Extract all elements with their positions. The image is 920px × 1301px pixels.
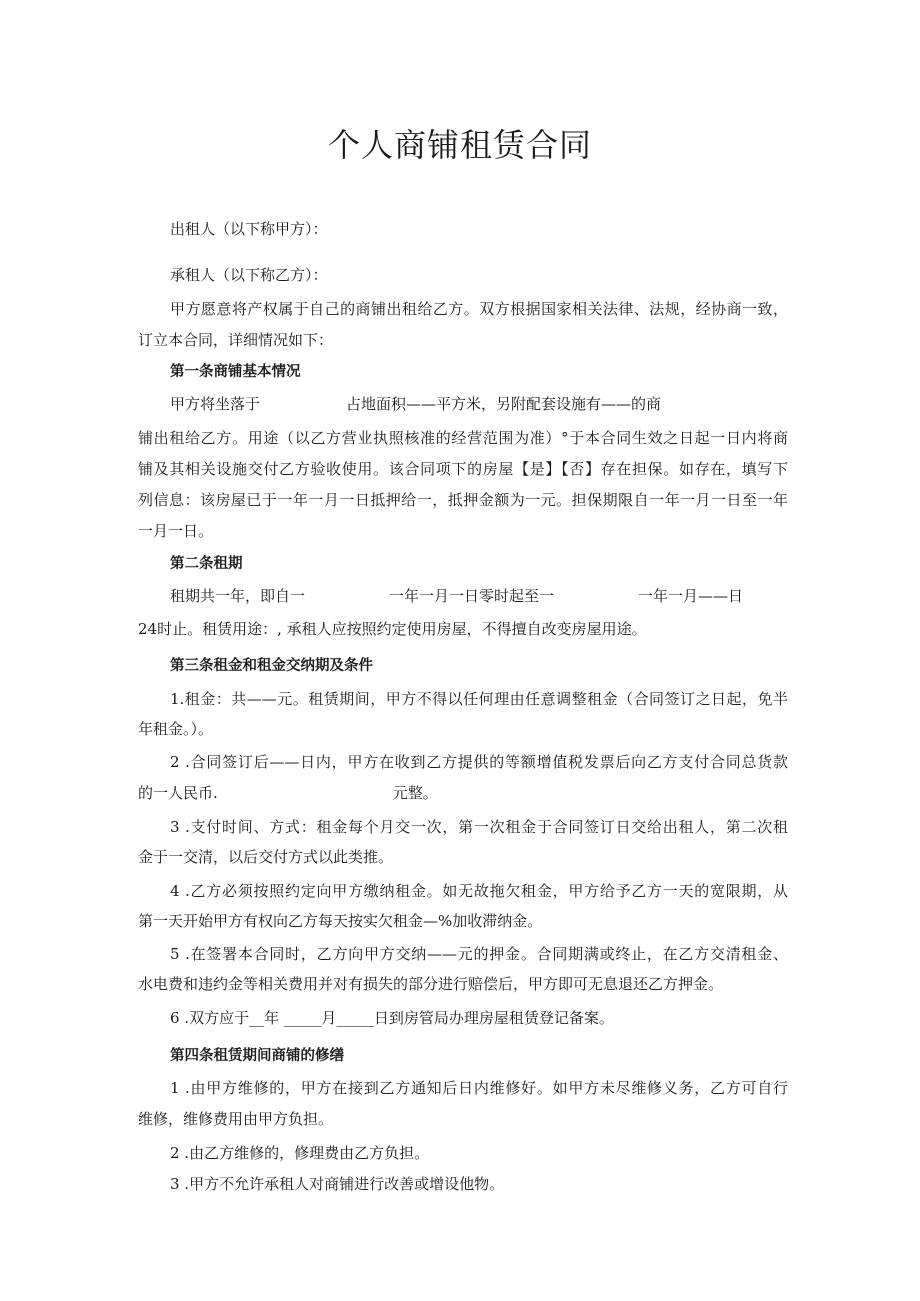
text-line: 铺及其相关设施交付乙方验收使用。该合同项下的房屋【是】【否】存在担保。如存在，填写下	[138, 460, 788, 478]
text-line: 甲方愿意将产权属于自己的商铺出租给乙方。双方根据国家相关法律、法规，经协商一致，	[170, 300, 788, 318]
text-line: 4 .乙方必须按照约定向甲方缴纳租金。如无故拖欠租金，甲方给予乙方一天的宽限期，从	[170, 882, 788, 900]
text-line	[170, 585, 743, 607]
text-line: 列信息：该房屋已于一年一月一日抵押给一，抵押金额为一元。担保期限自一年一月一日至一年	[138, 491, 788, 509]
text-segment: 一年一月一日零时起至一	[389, 587, 555, 605]
text-line: 水电费和违约金等相关费用并对有损失的部分进行赔偿后，甲方即可无息退还乙方押金。	[138, 975, 724, 993]
text-line: 第一天开始甲方有权向乙方每天按实欠租金—%加收滞纳金。	[138, 912, 543, 930]
text-line: 6 .双方应于__年 _____月_____日到房管局办理房屋租赁登记备案。	[170, 1009, 614, 1027]
section-heading: 第一条商铺基本情况	[170, 364, 301, 380]
page-title: 个人商铺租赁合同	[327, 126, 592, 164]
text-line: 一月一日。	[138, 522, 214, 540]
text-line: 24时止。租赁用途：, 承租人应按照约定使用房屋，不得擅自改变房屋用途。	[138, 620, 647, 638]
text-line: 出租人（以下称甲方）：	[170, 220, 328, 238]
text-segment: 租期共一年，即自一	[170, 587, 306, 605]
text-line: 承租人（以下称乙方）：	[170, 266, 328, 284]
text-segment: 占地面积——平方米，另附配套设施有——的商	[346, 395, 662, 413]
text-line: 3 .甲方不允许承租人对商铺进行改善或增设他物。	[170, 1175, 505, 1193]
text-line: 1.租金：共——元。租赁期间，甲方不得以任何理由任意调整租金（合同签订之日起，免半	[170, 690, 788, 708]
text-line: 维修，维修费用由甲方负担。	[138, 1110, 334, 1128]
section-heading: 第四条租赁期间商铺的修缮	[170, 1048, 344, 1064]
text-line: 订立本合同，详细情况如下：	[138, 331, 334, 349]
text-line	[138, 782, 438, 804]
text-line: 2 .合同签订后——日内，甲方在收到乙方提供的等额增值税发票后向乙方支付合同总货款	[170, 753, 788, 771]
text-line: 1 .由甲方维修的，甲方在接到乙方通知后日内维修好。如甲方未尽维修义务，乙方可自行	[170, 1079, 788, 1097]
text-line: 3 .支付时间、方式：租金每个月交一次，第一次租金于合同签订日交给出租人，第二次租	[170, 818, 788, 836]
section-heading: 第三条租金和租金交纳期及条件	[170, 658, 373, 674]
text-line: 5 .在签署本合同时，乙方向甲方交纳——元的押金。合同期满或终止，在乙方交清租金、	[170, 945, 788, 963]
text-line: 2 .由乙方维修的，修理费由乙方负担。	[170, 1144, 430, 1162]
section-heading: 第二条租期	[170, 556, 243, 572]
text-line: 年租金。）。	[138, 720, 214, 738]
text-line	[170, 393, 661, 415]
text-line: 铺出租给乙方。用途（以乙方营业执照核准的经营范围为准）°于本合同生效之日起一日内将商	[138, 429, 788, 447]
text-segment: 元整。	[392, 784, 438, 802]
text-segment: 的一人民币.	[138, 784, 218, 802]
text-segment: 甲方将坐落于	[170, 395, 261, 413]
text-line: 金于一交清，以后交付方式以此类推。	[138, 848, 394, 866]
text-segment: 一年一月——日	[638, 587, 744, 605]
